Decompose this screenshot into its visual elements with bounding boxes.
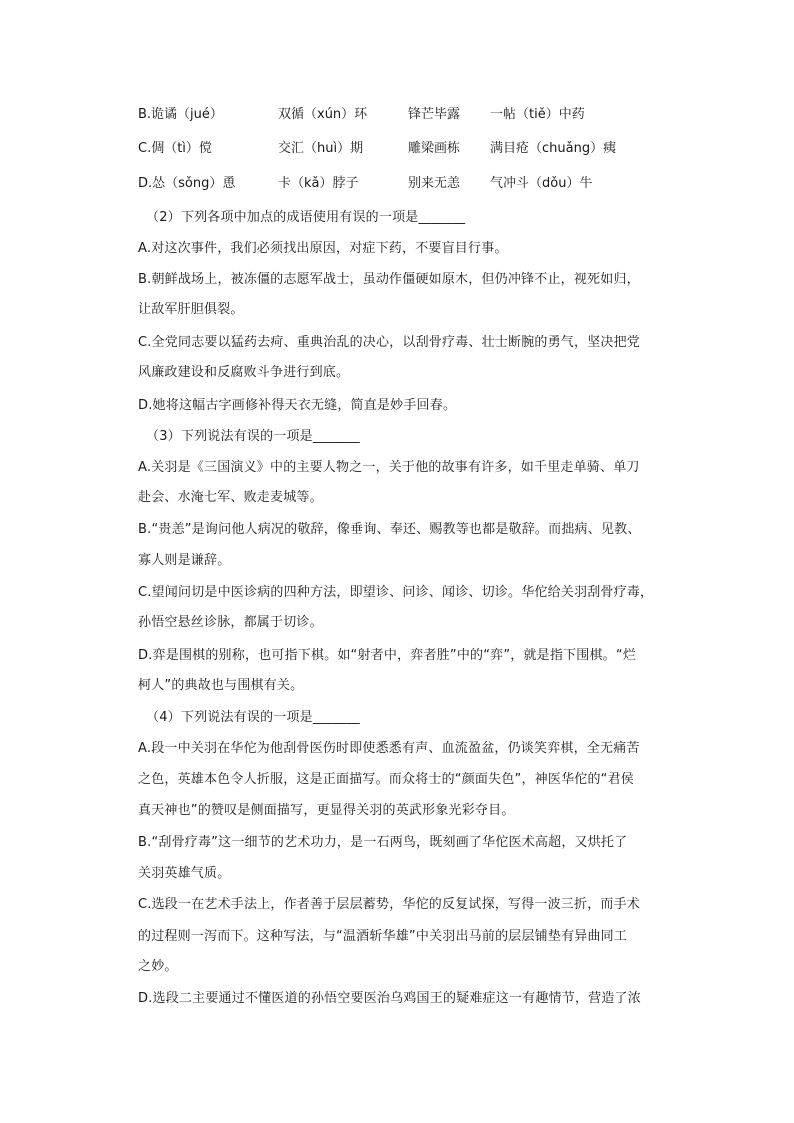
question-3-title: （3）下列说法有误的一项是_______ xyxy=(146,429,360,444)
question-2-title: （2）下列各项中加点的成语使用有误的一项是_______ xyxy=(146,210,466,225)
q2-option-line: 让敌军肝胆俱裂。 xyxy=(138,302,244,317)
question-4-title: （4）下列说法有误的一项是_______ xyxy=(146,710,360,725)
q2-option-line: 风廉政建设和反腐败斗争进行到底。 xyxy=(138,365,350,380)
q4-option-line: 真天神也”的赞叹是侧面描写，更显得关羽的英武形象光彩夺目。 xyxy=(138,803,515,818)
q3-option-line: B.“贵恙”是询问他人病况的敬辞，像垂询、奉还、赐教等也都是敬辞。而拙病、见教、 xyxy=(138,522,641,537)
q1-word: 雕梁画栋 xyxy=(408,141,461,156)
q3-option-line: 孙悟空悬丝诊脉，都属于切诊。 xyxy=(138,615,323,630)
q4-option-line: D.选段二主要通过不懂医道的孙悟空要医治乌鸡国王的疑难症这一有趣情节，营造了浓 xyxy=(138,991,641,1006)
q4-option-line: A.段一中关羽在华佗为他刮骨医伤时即使悉悉有声、血流盈盆，仍谈笑弈棋，全无痛苦 xyxy=(138,741,640,756)
q1-word: 一帖（tiě）中药 xyxy=(490,107,585,122)
q4-option-line: 之色，英雄本色令人折服，这是正面描写。而众将士的“颜面失色”，神医华佗的“君侯 xyxy=(138,772,635,787)
q1-option-label: D.怂（sǒng）恿 xyxy=(138,176,236,191)
q3-option-line: C.望闻问切是中医诊病的四种方法，即望诊、问诊、闻诊、切诊。华佗给关羽刮骨疗毒， xyxy=(138,585,654,600)
q1-word: 满目疮（chuǎng）痍 xyxy=(490,141,617,156)
q4-option-line: 之妙。 xyxy=(138,959,178,974)
q4-option-line: B.“刮骨疗毒”这一细节的艺术功力，是一石两鸟，既刻画了华佗医术高超，又烘托了 xyxy=(138,835,628,850)
q3-option-line: D.弈是围棋的别称，也可指下棋。如“射者中，弈者胜”中的“弈”，就是指下围棋。“烂 xyxy=(138,648,637,663)
q3-option-line: A.关羽是《三国演义》中的主要人物之一，关于他的故事有许多，如千里走单骑、单刀 xyxy=(138,460,640,475)
q1-word: 卡（kǎ）脖子 xyxy=(278,176,359,191)
q1-word: 双循（xún）环 xyxy=(278,107,368,122)
q4-option-line: 的过程则一泻而下。这种写法，与“温酒斩华雄”中关羽出马前的层层铺垫有异曲同工 xyxy=(138,929,628,944)
q1-word: 交汇（huì）期 xyxy=(278,141,364,156)
q1-word: 别来无恙 xyxy=(408,176,461,191)
q4-option-line: C.选段一在艺术手法上，作者善于层层蓄势，华佗的反复试探，写得一波三折，而手术 xyxy=(138,897,641,912)
q2-option-line: A.对这次事件，我们必须找出原因，对症下药，不要盲目行事。 xyxy=(138,241,508,256)
q1-word: 锋芒毕露 xyxy=(408,107,461,122)
q2-option-line: D.她将这幅古字画修补得天衣无缝，简直是妙手回春。 xyxy=(138,398,457,413)
q1-option-label: B.诡谲（jué） xyxy=(138,107,223,122)
q1-word: 气冲斗（dǒu）牛 xyxy=(490,176,593,191)
q3-option-line: 寡人则是谦辞。 xyxy=(138,553,231,568)
q2-option-line: B.朝鲜战场上，被冻僵的志愿军战士，虽动作僵硬如原木，但仍冲锋不止，视死如归， xyxy=(138,272,640,287)
q3-option-line: 赴会、水淹七军、败走麦城等。 xyxy=(138,490,323,505)
q4-option-line: 关羽英雄气质。 xyxy=(138,866,231,881)
q2-option-line: C.全党同志要以猛药去疴、重典治乱的决心，以刮骨疗毒、壮士断腕的勇气，坚决把党 xyxy=(138,335,641,350)
q1-option-label: C.倜（tì）傥 xyxy=(138,141,212,156)
q3-option-line: 柯人”的典故也与围棋有关。 xyxy=(138,678,304,693)
